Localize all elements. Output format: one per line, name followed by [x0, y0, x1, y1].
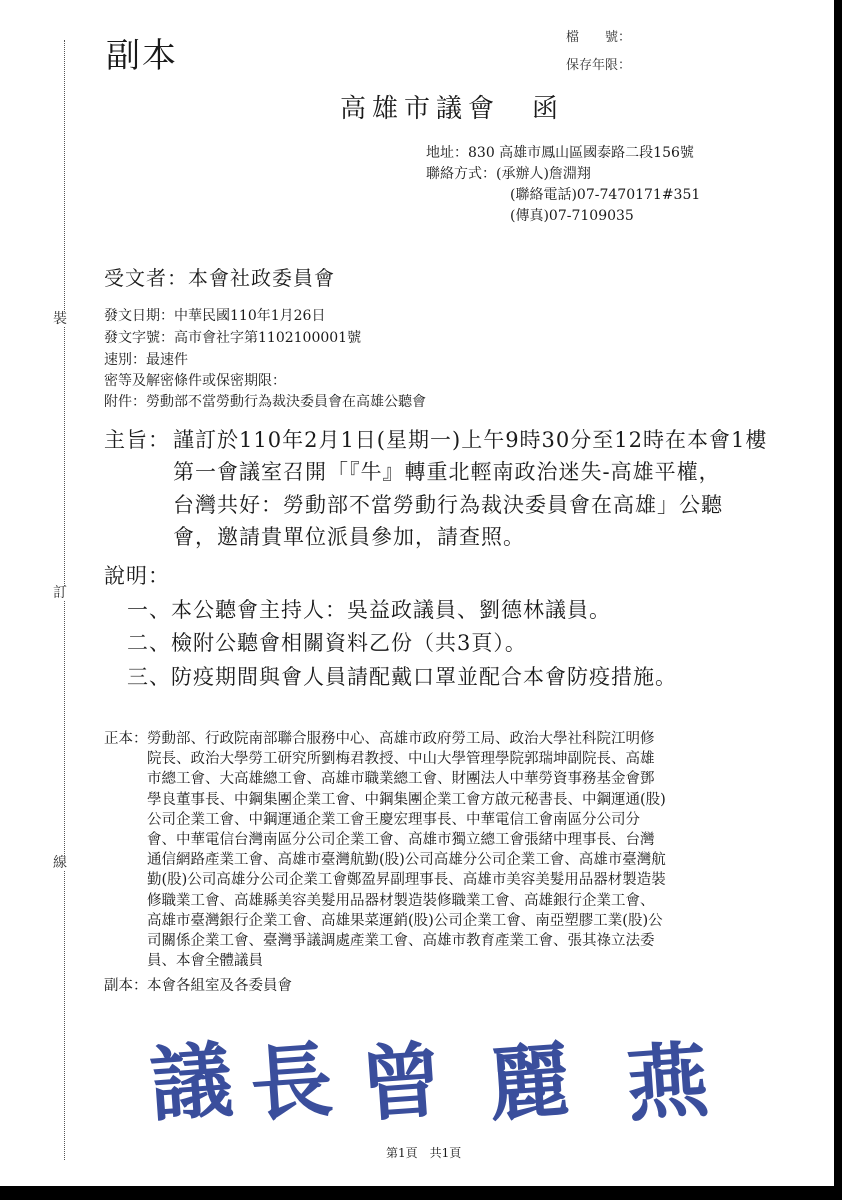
contact-phone: (聯絡電話)07-7470171#351 [510, 187, 701, 203]
retention-label: 保存年限： [566, 58, 632, 73]
subject-line: 台灣共好：勞動部不當勞動行為裁決委員會在高雄」公聽 [173, 493, 723, 517]
seal-char: 燕 [623, 1032, 712, 1134]
main-recipients-line: 高雄市臺灣銀行企業工會、高雄果菜運銷(股)公司企業工會、南亞塑膠工業(股)公 [147, 912, 663, 929]
seal-char: 麗 [485, 1032, 574, 1134]
copy-recipients-label: 副本： [104, 978, 148, 994]
file-number-label: 檔 號： [566, 30, 632, 45]
recipient: 受文者：本會社政委員會 [104, 266, 335, 290]
contact-fax: (傳真)07-7109035 [510, 208, 634, 224]
main-recipients-line: 員、本會全體議員 [147, 953, 263, 970]
main-recipients-line: 通信網路產業工會、高雄市臺灣航勤(股)公司高雄分公司企業工會、高雄市臺灣航 [147, 852, 666, 869]
binding-mark: 訂 [53, 585, 67, 601]
copy-recipients: 本會各組室及各委員會 [147, 978, 292, 994]
document-title: 高雄市議會 函 [340, 94, 565, 124]
main-recipients-line: 勞動部、行政院南部聯合服務中心、高雄市政府勞工局、政治大學社科院江明修 [147, 731, 655, 747]
binding-mark: 裝 [53, 311, 67, 327]
subject-label: 主旨： [104, 428, 170, 452]
seal-char: 長 [247, 1032, 336, 1134]
explanation-item: 一、本公聽會主持人：吳益政議員、劉德林議員。 [127, 598, 611, 622]
address: 地址：830 高雄市鳳山區國泰路二段156號 [426, 145, 694, 161]
explanation-label: 說明： [104, 564, 170, 588]
contact-person: 聯絡方式：(承辦人)詹淵翔 [426, 166, 591, 182]
page-number: 第1頁 共1頁 [386, 1146, 462, 1160]
seal-char: 議 [147, 1032, 236, 1134]
subject-line: 會，邀請貴單位派員參加，請查照。 [173, 525, 525, 549]
confidentiality: 密等及解密條件或保密期限： [104, 373, 286, 389]
speed-class: 速別：最速件 [104, 352, 188, 368]
send-date: 發文日期：中華民國110年1月26日 [104, 308, 326, 324]
main-recipients-line: 學良董事長、中鋼集團企業工會、中鋼集團企業工會方啟元秘書長、中鋼運通(股) [147, 791, 666, 808]
seal-char: 曾 [357, 1032, 446, 1134]
subject-line: 第一會議室召開「『牛』轉重北輕南政治迷失-高雄平權， [173, 460, 721, 484]
explanation-item: 二、檢附公聽會相關資料乙份（共3頁）。 [127, 631, 527, 655]
attachment: 附件：勞動部不當勞動行為裁決委員會在高雄公聽會 [104, 394, 426, 410]
main-recipients-line: 司關係企業工會、臺灣爭議調處產業工會、高雄市教育產業工會、張其祿立法委 [147, 933, 655, 949]
main-recipients-line: 市總工會、大高雄總工會、高雄市職業總工會、財團法人中華勞資事務基金會鄧 [147, 771, 655, 788]
subject-line: 謹訂於110年2月1日(星期一)上午9時30分至12時在本會1樓 [173, 428, 768, 452]
binding-mark: 線 [53, 855, 67, 871]
main-recipients-line: 院長、政治大學勞工研究所劉梅君教授、中山大學管理學院郭瑞坤副院長、高雄 [147, 751, 655, 768]
main-recipients-line: 勤(股)公司高雄分公司企業工會鄭盈昇副理事長、高雄市美容美髮用品器材製造裝 [147, 872, 666, 889]
copy-label: 副本 [106, 36, 178, 76]
main-recipients-label: 正本： [104, 731, 148, 747]
send-number: 發文字號：高市會社字第1102100001號 [104, 330, 362, 346]
main-recipients-line: 公司企業工會、中鋼運通企業工會王慶宏理事長、中華電信工會南區分公司分 [147, 811, 640, 828]
main-recipients-line: 會、中華電信台灣南區分公司企業工會、高雄市獨立總工會張緒中理事長、台灣 [147, 832, 655, 848]
explanation-item: 三、防疫期間與會人員請配戴口罩並配合本會防疫措施。 [127, 665, 677, 689]
main-recipients-line: 修職業工會、高雄縣美容美髮用品器材製造裝修職業工會、高雄銀行企業工會、 [147, 892, 655, 909]
